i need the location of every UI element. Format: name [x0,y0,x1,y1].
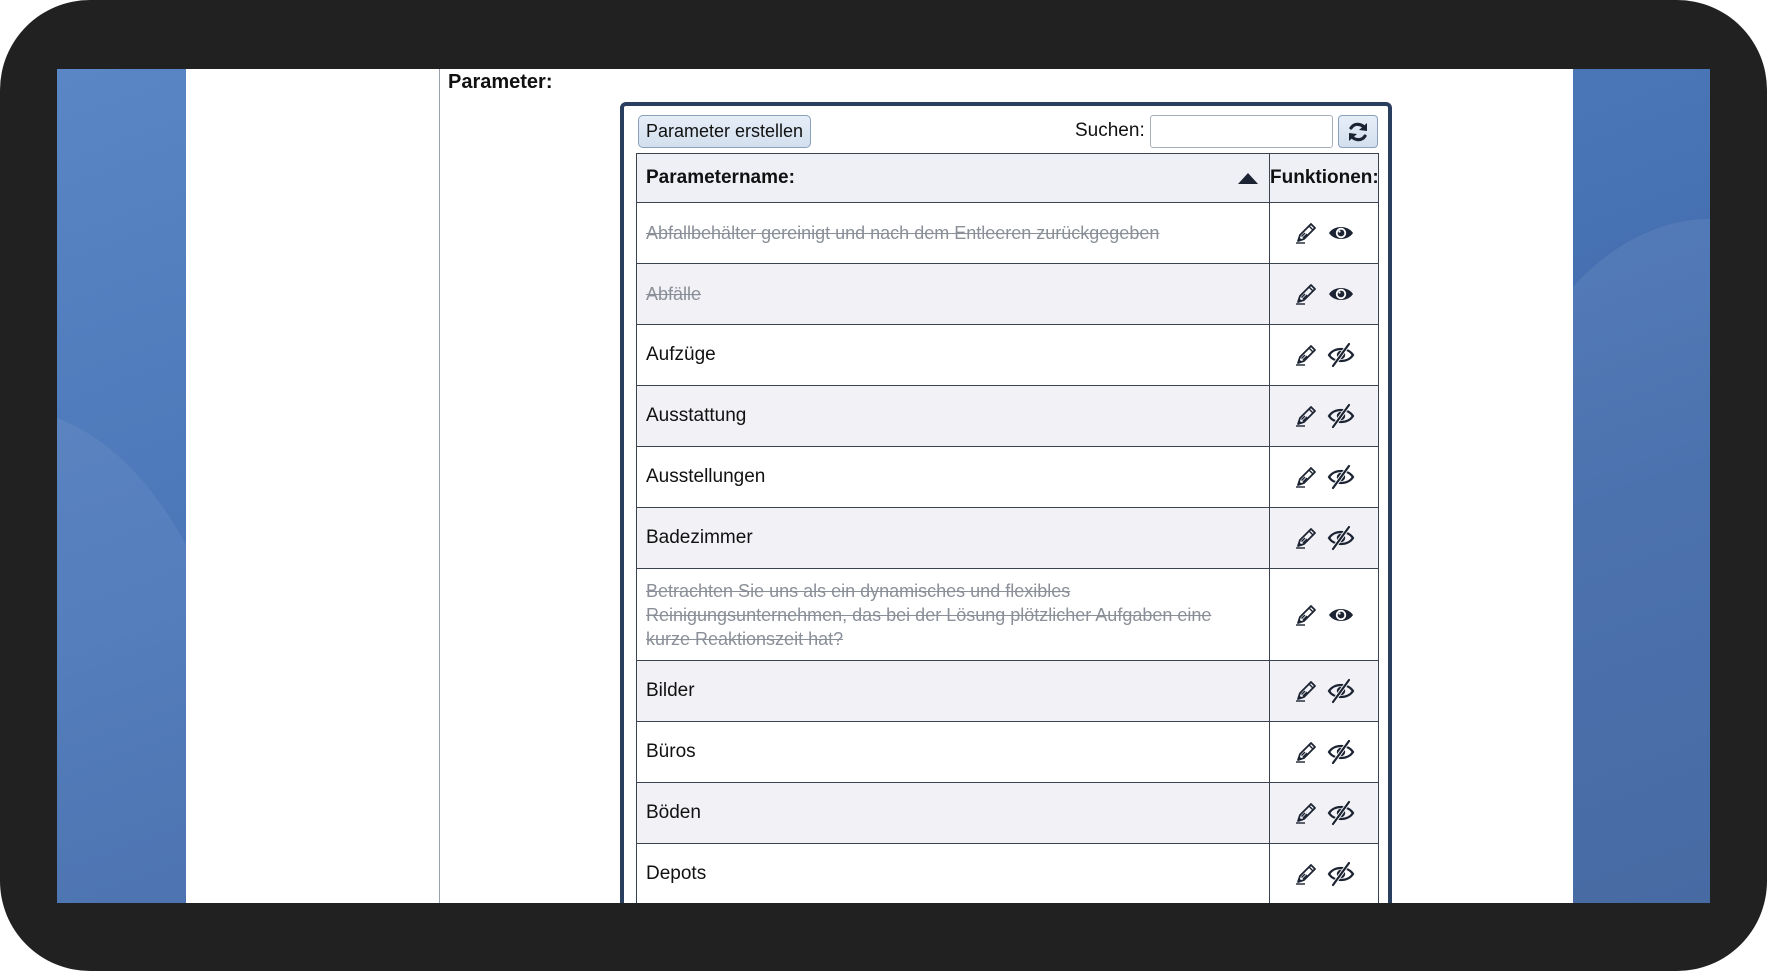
sort-ascending-icon[interactable] [1238,173,1258,184]
page-content [186,69,1573,903]
table-row[interactable] [637,661,1379,722]
row-actions [1270,220,1378,246]
eye-slash-icon[interactable] [1327,678,1355,704]
edit-pencil-icon[interactable] [1293,464,1319,490]
edit-pencil-icon[interactable] [1293,342,1319,368]
parameter-name-cell: Betrachten Sie uns als ein dynamisches und flexibles Reinigungsunternehmen, das bei der Lösung plötzlicher Aufgaben eine kurze Reaktionszeit hat? [637,569,1270,661]
row-actions [1270,342,1378,368]
eye-slash-icon[interactable] [1327,342,1355,368]
eye-slash-icon[interactable] [1327,800,1355,826]
desktop-background [57,69,1710,903]
column-header-name[interactable] [637,154,1270,203]
row-actions [1270,800,1378,826]
table-header-row [637,154,1379,203]
functions-cell [1270,783,1379,844]
functions-cell [1270,203,1379,264]
table-row[interactable] [637,783,1379,844]
column-header-functions: Funktionen: [1270,154,1379,203]
create-parameter-button[interactable]: Parameter erstellen [638,115,811,148]
parameter-name-cell: Ausstattung [637,386,1270,447]
table-row[interactable] [637,203,1379,264]
row-actions [1270,739,1378,765]
parameter-name-cell: Abfälle [637,264,1270,325]
parameter-name-cell: Büros [637,722,1270,783]
parameter-table [636,153,1379,903]
edit-pencil-icon[interactable] [1293,602,1319,628]
row-actions [1270,464,1378,490]
table-row[interactable] [637,447,1379,508]
left-column [186,69,440,903]
eye-icon[interactable] [1327,222,1355,244]
functions-cell [1270,844,1379,904]
edit-pencil-icon[interactable] [1293,281,1319,307]
edit-pencil-icon[interactable] [1293,861,1319,887]
edit-pencil-icon[interactable] [1293,739,1319,765]
functions-cell [1270,661,1379,722]
eye-slash-icon[interactable] [1327,525,1355,551]
section-label: Parameter: [448,71,553,93]
table-row[interactable] [637,386,1379,447]
table-row[interactable] [637,569,1379,661]
parameter-name-cell: Abfallbehälter gereinigt und nach dem Entleeren zurückgegeben [637,203,1270,264]
eye-slash-icon[interactable] [1327,403,1355,429]
row-actions [1270,602,1378,628]
parameter-name-cell: Bilder [637,661,1270,722]
table-row[interactable] [637,722,1379,783]
eye-slash-icon[interactable] [1327,739,1355,765]
toolbar [624,106,1388,152]
row-actions [1270,525,1378,551]
functions-cell [1270,508,1379,569]
row-actions [1270,403,1378,429]
eye-icon[interactable] [1327,283,1355,305]
parameter-name-cell: Aufzüge [637,325,1270,386]
parameter-name-cell: Böden [637,783,1270,844]
column-header-name-label: Parametername: [646,167,795,188]
functions-cell [1270,722,1379,783]
edit-pencil-icon[interactable] [1293,403,1319,429]
row-actions [1270,861,1378,887]
table-row[interactable] [637,325,1379,386]
edit-pencil-icon[interactable] [1293,525,1319,551]
search-input[interactable] [1150,115,1333,148]
functions-cell [1270,447,1379,508]
parameter-name-cell: Ausstellungen [637,447,1270,508]
table-row[interactable] [637,264,1379,325]
row-actions [1270,678,1378,704]
functions-cell [1270,264,1379,325]
parameter-panel [620,102,1392,903]
table-row[interactable] [637,508,1379,569]
edit-pencil-icon[interactable] [1293,800,1319,826]
eye-slash-icon[interactable] [1327,861,1355,887]
refresh-icon [1346,120,1370,144]
functions-cell [1270,325,1379,386]
eye-icon[interactable] [1327,604,1355,626]
functions-cell [1270,569,1379,661]
edit-pencil-icon[interactable] [1293,678,1319,704]
refresh-button[interactable] [1338,115,1378,148]
functions-cell [1270,386,1379,447]
parameter-name-cell: Depots [637,844,1270,904]
eye-slash-icon[interactable] [1327,464,1355,490]
row-actions [1270,281,1378,307]
parameter-name-cell: Badezimmer [637,508,1270,569]
search-label: Suchen: [1075,120,1145,141]
table-row[interactable] [637,844,1379,904]
edit-pencil-icon[interactable] [1293,220,1319,246]
